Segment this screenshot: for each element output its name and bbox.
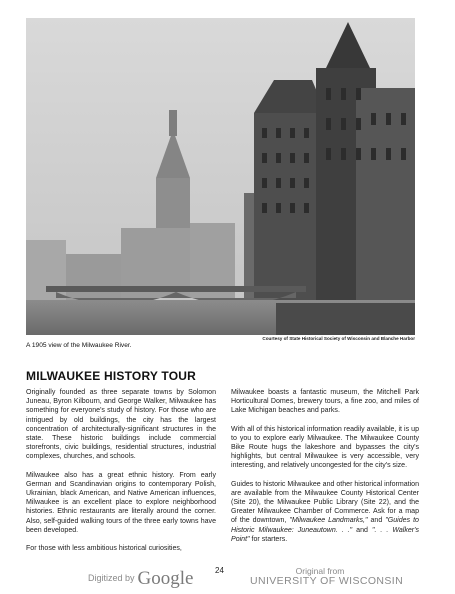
guide-title: "Guides to Historic Milwaukee: Juneautown. . ." (231, 517, 419, 534)
photo-credit: Courtesy of State Historical Society of Wisconsin and Blanche Harbor (262, 336, 415, 341)
guides-text: and (367, 517, 386, 525)
right-column (231, 388, 419, 553)
university-text: UNIVERSITY OF WISCONSIN (250, 575, 404, 587)
page-number: 24 (215, 566, 224, 575)
paragraph: Milwaukee also has a great ethnic history. From early German and Scandinavian origins to contemporary Polish, Ukrainian, black American, and Native American influences, Milwaukee is an excellent place to explore neighborhood histories. Ethnic restaurants are literally around the corner. Also, self-guided walking tours of the three early towns have been developed. (26, 471, 216, 534)
guides-text: and (352, 526, 372, 534)
photo-caption: A 1905 view of the Milwaukee River. (26, 342, 132, 349)
paragraph: With all of this historical information readily available, it is up to you to explore early Milwaukee. The Milwaukee County Bike Route hugs the lakeshore and bypasses the city's highlights, but central Milwaukee is very accessible, very interesting, and relatively uncongested for the city's size. (231, 425, 419, 470)
digitized-by-text: Digitized by (88, 573, 135, 583)
guides-text: Guides to historic Milwaukee and other historical information are available from the Milwaukee County Historical Center (Site 20), the Milwaukee Public Library (Site 22), and the Greater Milwaukee Chamber of Commerce. Ask for a map of the downtown, (231, 480, 420, 525)
digitized-watermark (88, 568, 193, 590)
left-column (26, 388, 216, 562)
google-logo: Google (137, 568, 194, 589)
section-heading: MILWAUKEE HISTORY TOUR (26, 369, 196, 383)
original-from-text: Original from (295, 566, 345, 576)
original-from-watermark (250, 566, 404, 587)
guide-title: ". . . Walker's Point" (231, 526, 419, 543)
guide-title: "Milwaukee Landmarks," (289, 517, 368, 525)
paragraph: For those with less ambitious historical curiosities, (26, 545, 182, 553)
river-photo-illustration (26, 18, 415, 335)
paragraph: Originally founded as three separate towns by Solomon Juneau, Byron Kilbourn, and George Walker, Milwaukee has something for everyone's study of history. For those who are intrigued by old buildings, the city has the largest concentration of architecturally-significant structures in the state. These historic buildings include commercial storefronts, civic buildings, residential structures, industrial complexes, churches, and schools. (26, 389, 216, 461)
river-photo (26, 18, 415, 335)
paragraph: Milwaukee boasts a fantastic museum, the Mitchell Park Horticultural Domes, brewery tours, a fine zoo, and miles of Lake Michigan beaches and parks. (231, 389, 419, 415)
guides-paragraph (231, 480, 419, 544)
guides-text: for starters. (249, 535, 288, 543)
